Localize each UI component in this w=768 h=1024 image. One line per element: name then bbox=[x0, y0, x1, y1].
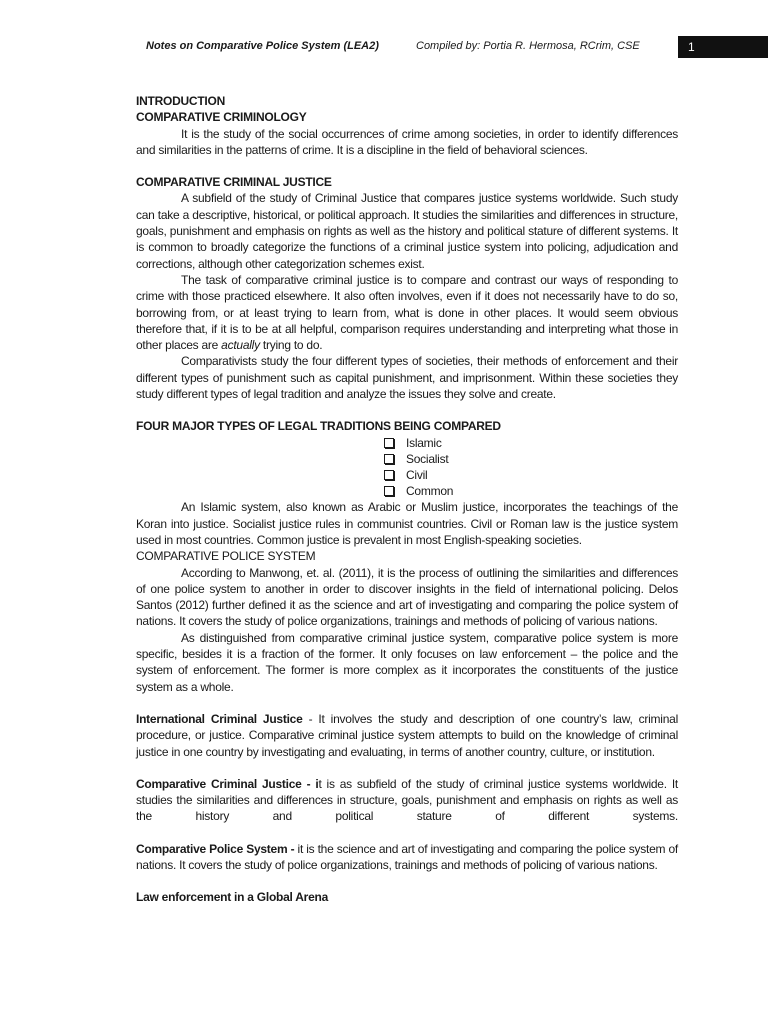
checkbox-bullet-icon bbox=[384, 438, 394, 448]
definition-ccj: Comparative Criminal Justice - it is as subfield of the study of criminal justice systems worldwide. It studies the similarities and differences in structure, goals, punishment and emphasis on rights as well as the history and political stature of different systems. bbox=[136, 776, 678, 824]
compiled-by: Compiled by: Portia R. Hermosa, RCrim, CSE bbox=[416, 40, 640, 52]
page-number: 1 bbox=[688, 40, 695, 54]
page-header bbox=[0, 36, 768, 58]
definition-cps: Comparative Police System - it is the science and art of investigating and comparing the police system of nations. It covers the study of police organizations, trainings and methods of policing of various nations. bbox=[136, 841, 678, 873]
paragraph-ccj-3: Comparativists study the four different types of societies, their methods of enforcement and their different types of punishment such as capital punishment, and imprisonment. Within these societies they study different types of legal tradition and analyze the issues they solve and create. bbox=[136, 354, 678, 402]
list-item: Islamic bbox=[384, 435, 678, 451]
definition-icj: International Criminal Justice - It involves the study and description of one country’s law, criminal procedure, or justice. Comparative criminal justice system attempts to build on the knowledge of criminal justice in one country by investigating and evaluating, in terms of another country, culture, or institution. bbox=[136, 711, 678, 759]
list-item: Civil bbox=[384, 467, 678, 483]
term-cps: Comparative Police System - bbox=[136, 841, 295, 856]
checkbox-bullet-icon bbox=[384, 454, 394, 464]
heading-comparative-criminology: COMPARATIVE CRIMINOLOGY bbox=[136, 110, 307, 125]
heading-law-enforcement: Law enforcement in a Global Arena bbox=[136, 890, 329, 905]
heading-comparative-police-system: COMPARATIVE POLICE SYSTEM bbox=[136, 549, 316, 564]
paragraph-criminology: It is the study of the social occurrences of crime among societies, in order to identify differences and similarities in the patterns of crime. It is a discipline in the field of behavioral sciences. bbox=[136, 126, 678, 157]
heading-introduction: INTRODUCTION bbox=[136, 94, 225, 108]
paragraph-ccj-2: The task of comparative criminal justice is to compare and contrast our ways of responding to crime with those practiced elsewhere. It also often involves, even if it does not necessarily have to do so, borrowing from, or at least trying to learn from, what is done in other places. It would seem obvious therefore that, if it is to be at all helpful, comparison requires understanding and interpreting what those in other places are actually trying to do. bbox=[136, 272, 678, 353]
paragraph-traditions: An Islamic system, also known as Arabic or Muslim justice, incorporates the teachings of the Koran into justice. Socialist justice rules in communist countries. Civil or Roman law is the justice system used in most countries. Common justice is prevalent in most English-speaking societies. bbox=[136, 500, 678, 547]
page-number-badge bbox=[678, 36, 768, 58]
document-body bbox=[136, 93, 678, 906]
list-item: Common bbox=[384, 483, 678, 499]
checkbox-bullet-icon bbox=[384, 470, 394, 480]
heading-comparative-criminal-justice: COMPARATIVE CRIMINAL JUSTICE bbox=[136, 175, 332, 190]
document-title: Notes on Comparative Police System (LEA2) bbox=[146, 40, 379, 52]
list-item: Socialist bbox=[384, 451, 678, 467]
heading-legal-traditions: FOUR MAJOR TYPES OF LEGAL TRADITIONS BEING COMPARED bbox=[136, 419, 501, 434]
checkbox-bullet-icon bbox=[384, 486, 394, 496]
paragraph-ccj-1: A subfield of the study of Criminal Justice that compares justice systems worldwide. Such study can take a descriptive, historical, or political approach. It studies the similarities and differences in structure, goals, punishment and emphasis on rights as well as the history and political stature of different systems. It is common to broadly categorize the functions of a criminal justice system into policing, adjudication and corrections, although other categorization schemes exist. bbox=[136, 191, 678, 271]
legal-traditions-list bbox=[136, 435, 678, 500]
term-ccj: Comparative Criminal Justice - i bbox=[136, 776, 319, 791]
emphasis-actually: actually bbox=[221, 338, 260, 353]
paragraph-cps-1: According to Manwong, et. al. (2011), it is the process of outlining the similarities and differences of one police system to another in order to discover insights in the field of international policing. Delos Santos (2012) further defined it as the science and art of investigating and comparing the police system of nations. It covers the study of police organizations, trainings and methods of policing of various nations. bbox=[136, 565, 678, 629]
paragraph-cps-2: As distinguished from comparative criminal justice system, comparative police system is more specific, besides it is a fraction of the former. It only focuses on law enforcement – the police and the system of enforcement. The former is more complex as it incorporates the constituents of the justice system as a whole. bbox=[136, 630, 678, 694]
term-icj: International Criminal Justice bbox=[136, 711, 303, 726]
